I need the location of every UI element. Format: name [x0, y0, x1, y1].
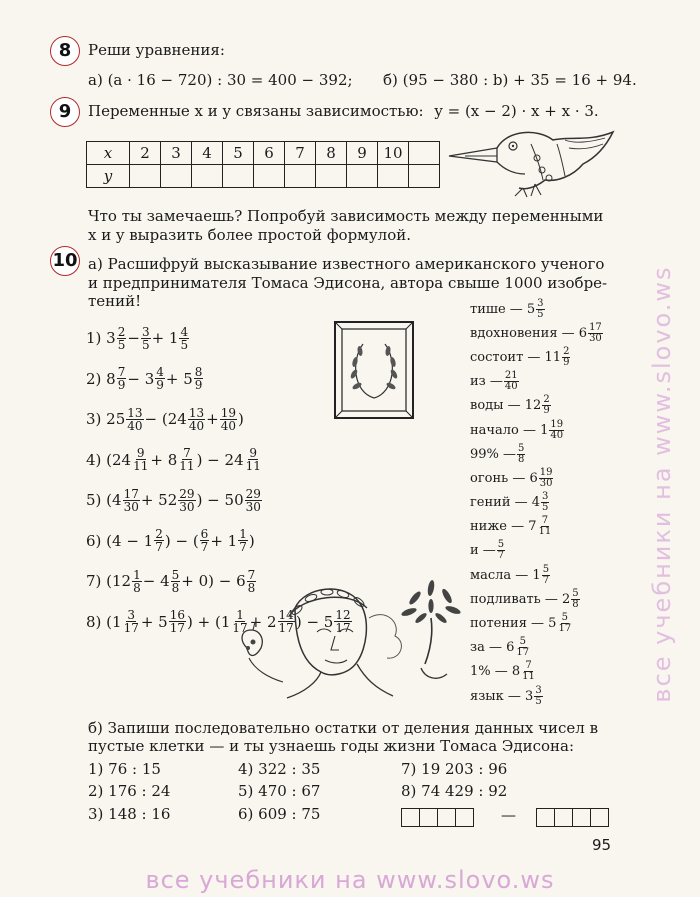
- answer-key: состоит — 11 $\frac{2}{9}$: [470, 345, 570, 368]
- answer-key: начало — 1 $\frac{19}{40}$: [470, 418, 564, 441]
- answer-box: [554, 808, 573, 827]
- table-cell-x: 6: [254, 142, 285, 165]
- expression: 8) (1 $\frac{3}{17}$ + 5 $\frac{16}{17}$ ) + (1 $\frac{1}{17}$ + 2 $\frac{14}{17}$ ) − 5 $\frac{12}{17}$: [86, 608, 351, 636]
- fraction: $\frac{7}{9}$: [117, 365, 126, 393]
- fraction: $\frac{9}{11}$: [245, 446, 261, 474]
- crow-illustration: [445, 118, 620, 198]
- year-boxes-birth: [401, 808, 473, 827]
- table-cell-x: 3: [161, 142, 192, 165]
- answer-key: 1% — 8 $\frac{7}{11}$: [470, 660, 535, 683]
- fraction: $\frac{14}{17}$: [278, 608, 294, 636]
- side-watermark: все учебники на www.slovo.ws: [648, 265, 676, 703]
- answer-key: вдохновения — 6 $\frac{17}{30}$: [470, 321, 602, 344]
- table-cell-y: [254, 165, 285, 188]
- fraction: $\frac{19}{40}$: [550, 418, 564, 441]
- fraction: $\frac{29}{30}$: [179, 486, 195, 514]
- fraction: $\frac{13}{40}$: [127, 405, 143, 433]
- fraction: $\frac{2}{7}$: [155, 527, 163, 555]
- task-8-b-equation: (95 − 380 : b) + 35 = 16 + 94.: [402, 71, 637, 89]
- answer-key: язык — 3 $\frac{3}{5}$: [470, 684, 542, 707]
- answer-key-list: [470, 297, 604, 708]
- table-cell-x: 5: [223, 142, 254, 165]
- task-10-b-line2: пустые клетки — и ты узнаешь годы жизни Томаса Эдисона:: [88, 737, 575, 755]
- bottom-watermark: все учебники на www.slovo.ws: [145, 866, 555, 894]
- page-number: 95: [592, 836, 612, 854]
- fraction: $\frac{5}{8}$: [518, 442, 525, 465]
- division-item: 8) 74 429 : 92: [401, 782, 508, 800]
- fraction: $\frac{29}{30}$: [245, 486, 261, 514]
- expression: 1) 3 $\frac{2}{5}$ − $\frac{3}{5}$ + 1 $\frac{4}{5}$: [86, 324, 189, 352]
- fraction: $\frac{19}{40}$: [220, 405, 236, 433]
- answer-key: масла — 1 $\frac{5}{7}$: [470, 563, 550, 586]
- task-10-number: 10: [50, 246, 80, 276]
- table-cell-x: 9: [347, 142, 378, 165]
- division-item: 7) 19 203 : 96: [401, 760, 508, 778]
- fraction: $\frac{3}{5}$: [141, 324, 150, 352]
- task-8-a-equation: (a · 16 − 720) : 30 = 400 − 392;: [107, 71, 353, 89]
- fraction: $\frac{2}{9}$: [563, 345, 570, 368]
- division-item: 1) 76 : 15: [88, 760, 161, 778]
- division-item: 6) 609 : 75: [238, 805, 321, 823]
- fraction: $\frac{17}{30}$: [123, 486, 139, 514]
- table-cell-y: [409, 165, 440, 188]
- task-8-part-a: [88, 71, 353, 89]
- expression: 6) (4 − 1 $\frac{2}{7}$ ) − ( $\frac{6}{7}$ + 1 $\frac{1}{7}$ ): [86, 527, 255, 555]
- answer-key: из — $\frac{21}{40}$: [470, 370, 518, 393]
- years-dash: —: [501, 806, 516, 824]
- expression: 4) (24 $\frac{9}{11}$ + 8 $\frac{7}{11}$ ) − 24 $\frac{9}{11}$: [86, 446, 261, 474]
- table-cell-y: [316, 165, 347, 188]
- table-cell-y: [378, 165, 409, 188]
- answer-key: потения — 5 $\frac{5}{17}$: [470, 612, 572, 635]
- fraction: $\frac{8}{9}$: [194, 365, 203, 393]
- table-cell-y: [192, 165, 223, 188]
- fraction: $\frac{17}{30}$: [589, 321, 602, 344]
- answer-box: [419, 808, 438, 827]
- division-item: 3) 148 : 16: [88, 805, 171, 823]
- fraction: $\frac{19}{30}$: [539, 466, 553, 489]
- task-8-a-label: а): [88, 71, 103, 89]
- table-cell-x: 10: [378, 142, 409, 165]
- task-9-formula: y = (x − 2) · x + x · 3.: [434, 102, 599, 120]
- task-9-intro: Переменные x и y связаны зависимостью:: [88, 102, 424, 120]
- fraction: $\frac{12}{17}$: [335, 608, 351, 636]
- answer-box: [572, 808, 591, 827]
- table-row-x: [87, 142, 440, 165]
- table-cell-y: [285, 165, 316, 188]
- fraction: $\frac{5}{8}$: [171, 567, 180, 595]
- table-cell-y: [130, 165, 161, 188]
- fraction: $\frac{5}{8}$: [572, 587, 579, 610]
- laurel-frame-illustration: [333, 320, 415, 420]
- expression: 7) (12 $\frac{1}{8}$ − 4 $\frac{5}{8}$ + 0) − 6 $\frac{7}{8}$: [86, 567, 256, 595]
- task-9-question-line2: x и y выразить более простой формулой.: [88, 226, 412, 244]
- answer-key: огонь — 6 $\frac{19}{30}$: [470, 466, 553, 489]
- answer-key: за — 6 $\frac{5}{17}$: [470, 636, 530, 659]
- expression: 5) (4 $\frac{17}{30}$ + 52 $\frac{29}{30}$ ) − 50 $\frac{29}{30}$: [86, 486, 261, 514]
- task-10-a-line2: и предпринимателя Томаса Эдисона, автора свыше 1000 изобре-: [88, 274, 608, 292]
- answer-key: воды — 12 $\frac{2}{9}$: [470, 394, 550, 417]
- answer-key: 99% — $\frac{5}{8}$: [470, 442, 525, 465]
- answer-key: подливать — 2 $\frac{5}{8}$: [470, 587, 579, 610]
- fraction: $\frac{7}{8}$: [247, 567, 256, 595]
- fraction: $\frac{3}{5}$: [537, 297, 544, 320]
- answer-box: [536, 808, 555, 827]
- answer-box: [401, 808, 420, 827]
- table-cell-x-empty: [409, 142, 440, 165]
- table-header-x: x: [87, 142, 130, 165]
- fraction: $\frac{1}{8}$: [133, 567, 141, 595]
- task-8-number: 8: [50, 36, 80, 66]
- task-9-question-line1: Что ты замечаешь? Попробуй зависимость между переменными: [88, 207, 604, 225]
- table-cell-x: 2: [130, 142, 161, 165]
- fraction: $\frac{1}{7}$: [239, 527, 247, 555]
- fraction: $\frac{4}{5}$: [180, 324, 189, 352]
- expression: 2) 8 $\frac{7}{9}$ − 3 $\frac{4}{9}$ + 5 $\frac{8}{9}$: [86, 365, 203, 393]
- task-10-a-line1: а) Расшифруй высказывание известного американского ученого: [88, 255, 605, 273]
- answer-key: ниже — 7 $\frac{7}{11}$: [470, 515, 552, 538]
- answer-key: гений — 4 $\frac{3}{5}$: [470, 491, 549, 514]
- table-cell-x: 8: [316, 142, 347, 165]
- table-cell-y: [161, 165, 192, 188]
- division-item: 5) 470 : 67: [238, 782, 321, 800]
- fraction: $\frac{21}{40}$: [504, 370, 518, 393]
- task-10-a-line3: тений!: [88, 292, 142, 310]
- expression: 3) 25 $\frac{13}{40}$ − (24 $\frac{13}{40}$ + $\frac{19}{40}$ ): [86, 405, 244, 433]
- fraction: $\frac{16}{17}$: [169, 608, 186, 636]
- division-item: 2) 176 : 24: [88, 782, 171, 800]
- fraction: $\frac{5}{7}$: [542, 563, 550, 586]
- fraction: $\frac{5}{17}$: [516, 636, 530, 659]
- year-boxes-death: [536, 808, 608, 827]
- table-row-y: [87, 165, 440, 188]
- fraction: $\frac{9}{11}$: [133, 446, 149, 474]
- fraction: $\frac{2}{9}$: [543, 394, 550, 417]
- fraction: $\frac{7}{11}$: [179, 446, 195, 474]
- fraction: $\frac{2}{5}$: [117, 324, 126, 352]
- answer-box: [437, 808, 456, 827]
- fraction: $\frac{1}{17}$: [232, 608, 248, 636]
- laurel-head-illustration: [225, 578, 465, 700]
- fraction: $\frac{13}{40}$: [188, 405, 205, 433]
- fraction: $\frac{3}{5}$: [535, 684, 542, 707]
- answer-box: [455, 808, 474, 827]
- table-cell-y: [347, 165, 378, 188]
- table-cell-x: 7: [285, 142, 316, 165]
- fraction: $\frac{3}{5}$: [542, 491, 549, 514]
- table-cell-x: 4: [192, 142, 223, 165]
- division-item: 4) 322 : 35: [238, 760, 321, 778]
- fraction: $\frac{4}{9}$: [156, 365, 164, 393]
- fraction: $\frac{5}{17}$: [558, 612, 572, 635]
- table-cell-y: [223, 165, 254, 188]
- answer-key: и — $\frac{5}{7}$: [470, 539, 505, 562]
- fraction: $\frac{7}{11}$: [522, 660, 535, 683]
- table-header-y: y: [87, 165, 130, 188]
- task-8-title: Реши уравнения:: [88, 41, 225, 59]
- task-10-b-line1: б) Запиши последовательно остатки от деления данных чисел в: [88, 719, 599, 737]
- task-9-number: 9: [50, 97, 80, 127]
- task-8-part-b: [383, 71, 637, 89]
- answer-box: [590, 808, 609, 827]
- fraction: $\frac{6}{7}$: [200, 527, 209, 555]
- fraction: $\frac{3}{17}$: [123, 608, 139, 636]
- fraction: $\frac{5}{7}$: [497, 539, 505, 562]
- fraction: $\frac{7}{11}$: [538, 515, 552, 538]
- answer-key: тише — 5 $\frac{3}{5}$: [470, 297, 544, 320]
- task-8-b-label: б): [383, 71, 398, 89]
- xy-table: [86, 141, 440, 188]
